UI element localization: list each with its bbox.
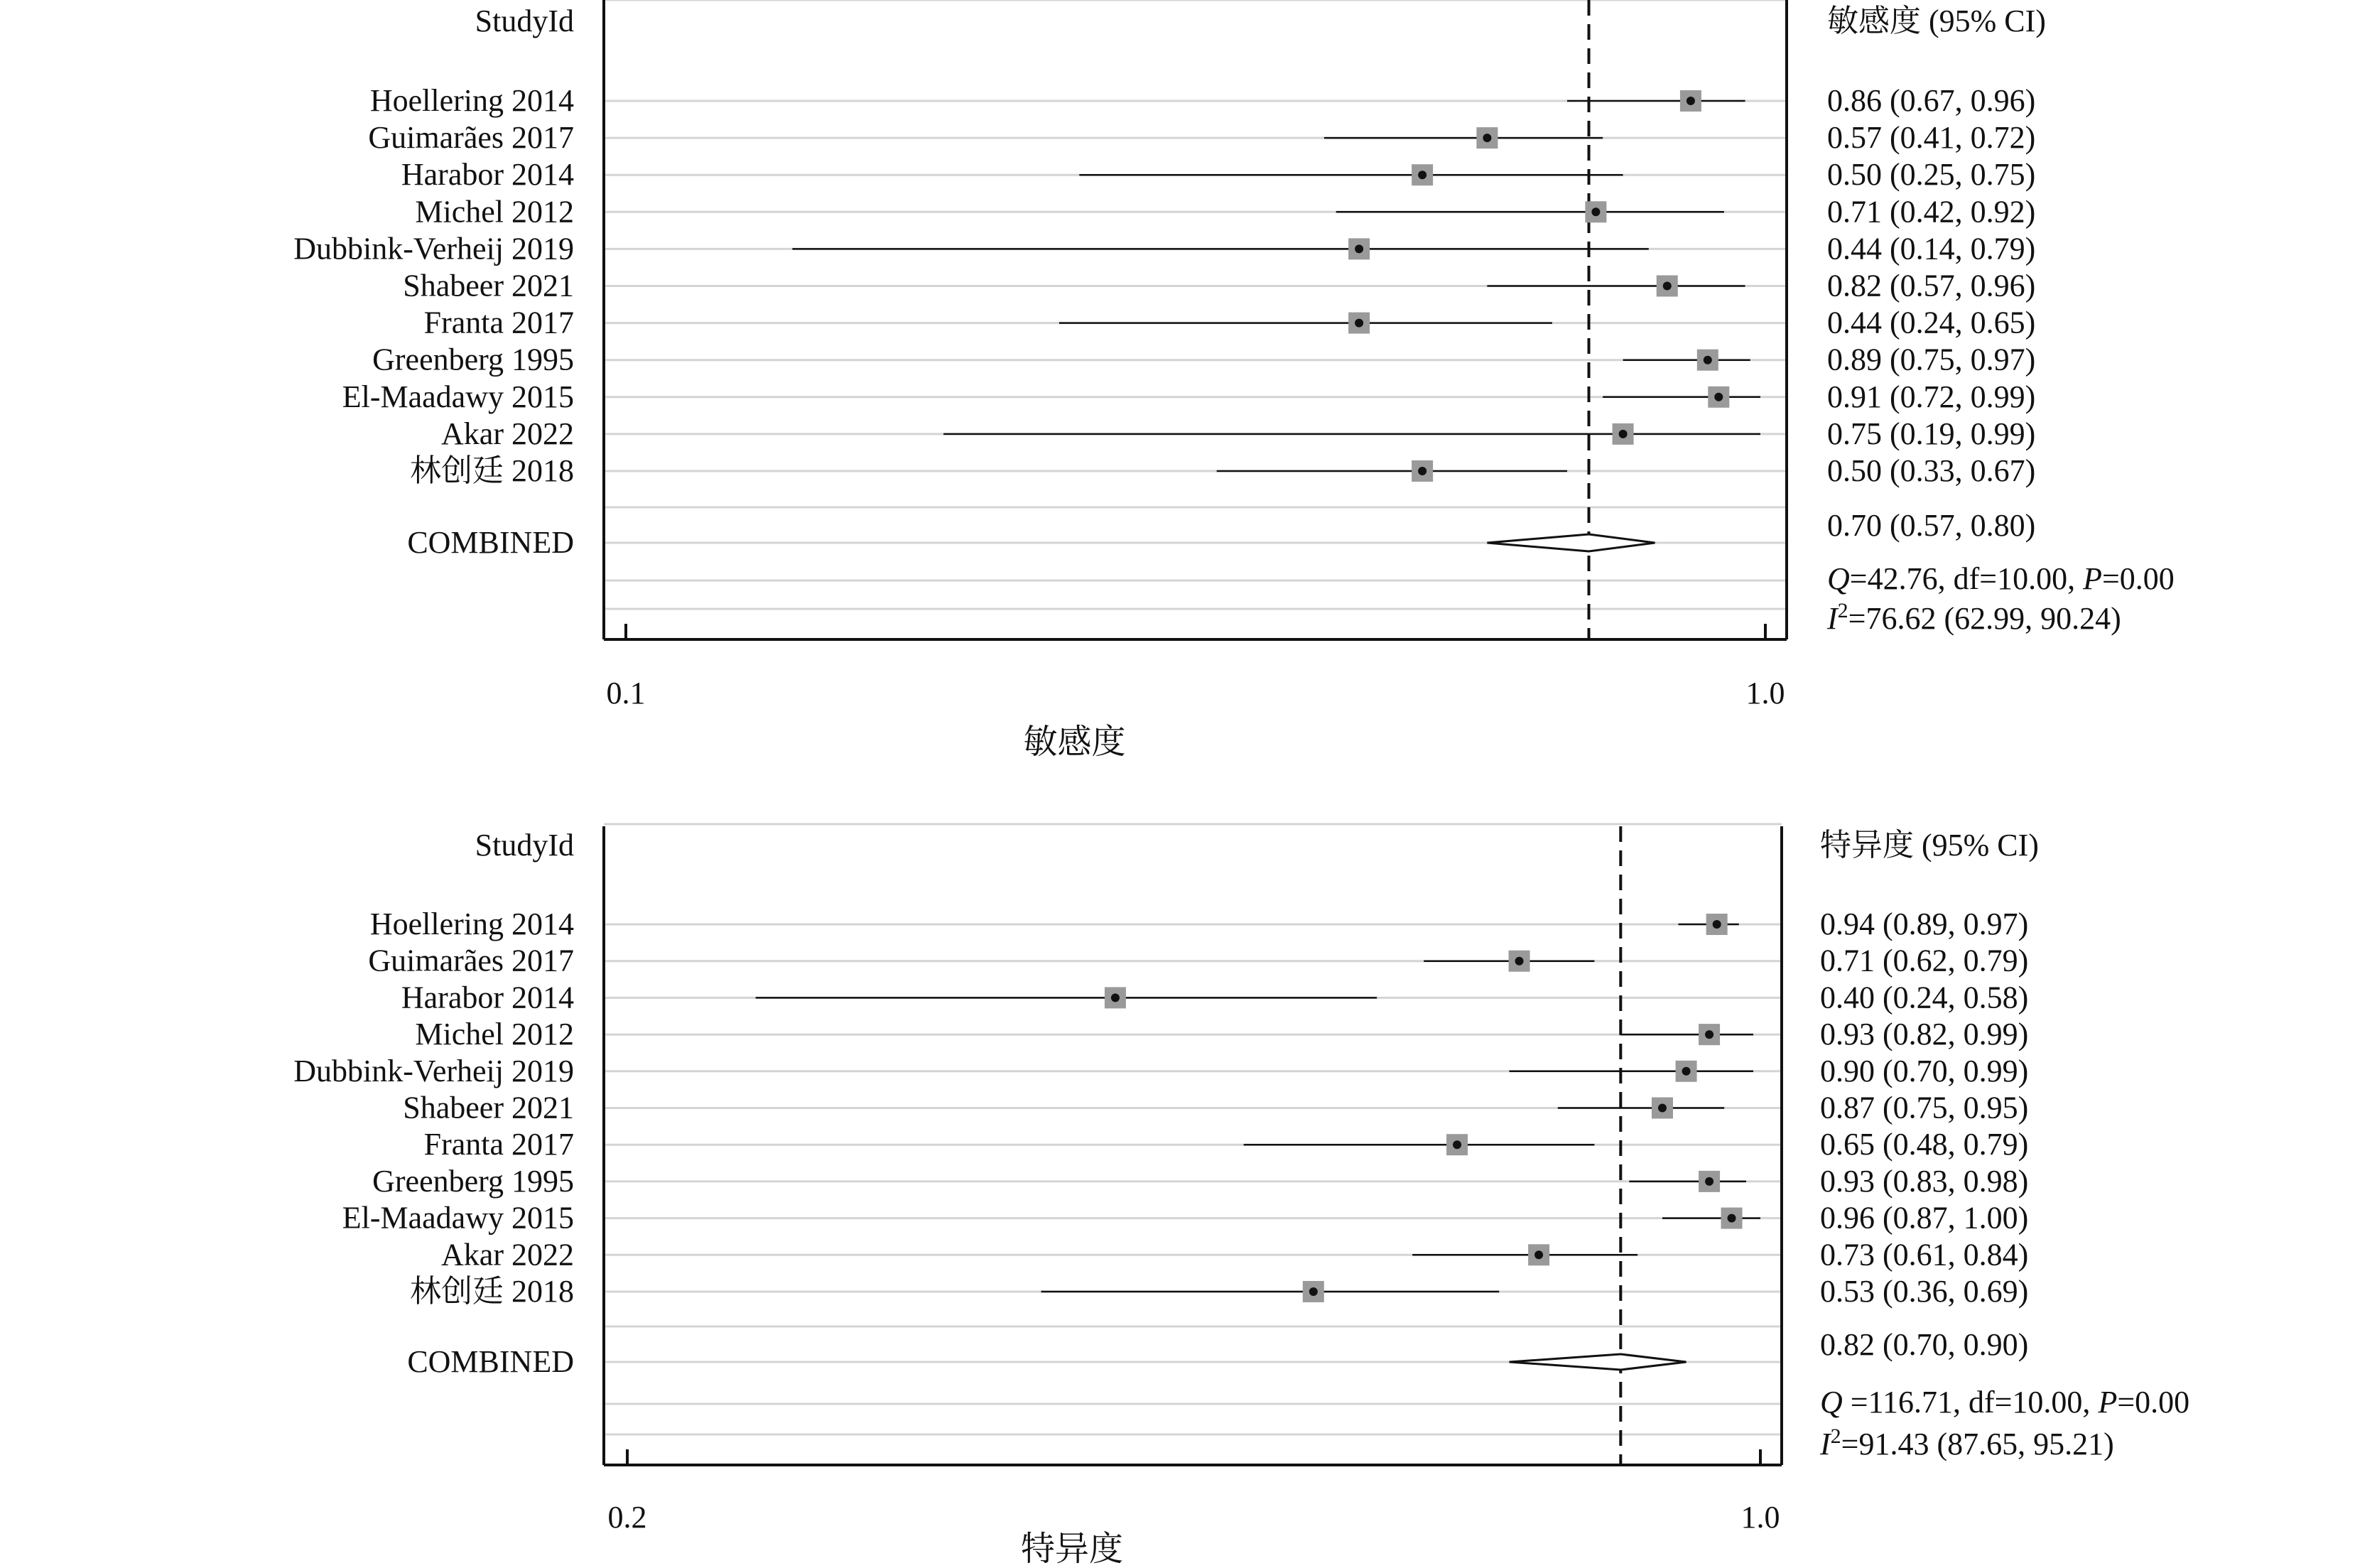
study-point-estimate: [1686, 97, 1695, 105]
heterogeneity-i2-stat: $I^2=76.62$ (62.99, 90.24): [1827, 599, 2121, 636]
study-name: 林创廷 2018: [410, 453, 574, 488]
combined-label: COMBINED: [407, 525, 574, 560]
study-estimate-label: 0.93 (0.83, 0.98): [1820, 1163, 2029, 1199]
study-point-estimate: [1704, 356, 1712, 364]
study-estimate-label: 0.91 (0.72, 0.99): [1827, 379, 2036, 414]
study-point-estimate: [1418, 171, 1426, 179]
study-name: 林创廷 2018: [410, 1274, 574, 1309]
x-tick-label: 1.0: [1745, 676, 1785, 710]
study-estimate-label: 0.53 (0.36, 0.69): [1820, 1274, 2029, 1309]
study-column-header: StudyId: [475, 4, 574, 38]
specificity-forest-panel: [293, 824, 2189, 1568]
study-estimate-label: 0.57 (0.41, 0.72): [1827, 120, 2036, 156]
study-point-estimate: [1658, 1104, 1667, 1113]
study-name: Michel 2012: [415, 194, 574, 229]
study-name: Dubbink-Verheij 2019: [293, 231, 574, 266]
study-estimate-label: 0.87 (0.75, 0.95): [1820, 1090, 2029, 1125]
study-point-estimate: [1355, 319, 1363, 328]
study-point-estimate: [1515, 957, 1524, 966]
study-estimate-label: 0.44 (0.14, 0.79): [1827, 231, 2036, 266]
heterogeneity-q-stat: Q =116.71, df=10.00, P=0.00: [1820, 1385, 2190, 1420]
study-estimate-label: 0.50 (0.25, 0.75): [1827, 157, 2036, 193]
combined-diamond: [1510, 1354, 1686, 1370]
study-estimate-label: 0.94 (0.89, 0.97): [1820, 907, 2029, 941]
study-point-estimate: [1483, 134, 1491, 142]
study-name: El-Maadawy 2015: [342, 1200, 574, 1236]
study-estimate-label: 0.75 (0.19, 0.99): [1827, 416, 2036, 451]
study-point-estimate: [1534, 1250, 1543, 1259]
study-estimate-label: 0.71 (0.62, 0.79): [1820, 943, 2029, 978]
ci-column-header: 特异度 (95% CI): [1820, 828, 2039, 863]
study-estimate-label: 0.89 (0.75, 0.97): [1827, 342, 2036, 377]
study-point-estimate: [1453, 1140, 1461, 1149]
study-name: Franta 2017: [423, 305, 574, 340]
study-name: Guimarães 2017: [368, 943, 574, 978]
study-point-estimate: [1591, 207, 1600, 216]
study-estimate-label: 0.44 (0.24, 0.65): [1827, 305, 2036, 340]
study-estimate-label: 0.86 (0.67, 0.96): [1827, 83, 2036, 118]
study-name: Michel 2012: [415, 1017, 574, 1052]
study-name: Shabeer 2021: [403, 1090, 574, 1125]
study-estimate-label: 0.90 (0.70, 0.99): [1820, 1053, 2029, 1088]
x-tick-label: 0.2: [607, 1500, 647, 1535]
study-point-estimate: [1728, 1214, 1736, 1223]
study-name: Dubbink-Verheij 2019: [293, 1053, 574, 1088]
study-estimate-label: 0.50 (0.33, 0.67): [1827, 453, 2036, 488]
study-point-estimate: [1713, 920, 1721, 929]
study-estimate-label: 0.82 (0.57, 0.96): [1827, 268, 2036, 303]
study-name: Akar 2022: [441, 1237, 574, 1272]
study-name: Greenberg 1995: [372, 1163, 574, 1199]
study-estimate-label: 0.93 (0.82, 0.99): [1820, 1017, 2029, 1052]
study-point-estimate: [1705, 1030, 1713, 1039]
study-estimate-label: 0.65 (0.48, 0.79): [1820, 1127, 2029, 1162]
x-tick-label: 1.0: [1740, 1500, 1780, 1535]
study-estimate-label: 0.40 (0.24, 0.58): [1820, 980, 2029, 1015]
combined-estimate-label: 0.70 (0.57, 0.80): [1827, 508, 2036, 543]
study-point-estimate: [1111, 993, 1120, 1002]
study-estimate-label: 0.71 (0.42, 0.92): [1827, 194, 2036, 229]
study-name: Shabeer 2021: [403, 268, 574, 303]
x-axis-label: 敏感度: [1023, 723, 1126, 761]
study-point-estimate: [1619, 430, 1628, 438]
study-point-estimate: [1355, 244, 1363, 253]
study-name: El-Maadawy 2015: [342, 379, 574, 414]
combined-label: COMBINED: [407, 1344, 574, 1379]
study-name: Franta 2017: [423, 1127, 574, 1162]
study-point-estimate: [1418, 467, 1426, 475]
combined-diamond: [1487, 534, 1655, 551]
study-name: Harabor 2014: [401, 157, 574, 193]
study-estimate-label: 0.73 (0.61, 0.84): [1820, 1237, 2029, 1272]
heterogeneity-q-stat: Q=42.76, df=10.00, P=0.00: [1827, 561, 2175, 596]
ci-column-header: 敏感度 (95% CI): [1827, 4, 2046, 38]
study-column-header: StudyId: [475, 828, 574, 863]
study-name: Guimarães 2017: [368, 120, 574, 156]
study-name: Hoellering 2014: [369, 907, 574, 941]
heterogeneity-i2-stat: $I^2=91.43$ (87.65, 95.21): [1820, 1424, 2114, 1461]
study-point-estimate: [1682, 1067, 1691, 1076]
study-point-estimate: [1309, 1287, 1318, 1296]
study-name: Akar 2022: [441, 416, 574, 451]
x-tick-label: 0.1: [606, 676, 646, 710]
combined-estimate-label: 0.82 (0.70, 0.90): [1820, 1327, 2029, 1362]
study-name: Hoellering 2014: [369, 83, 574, 118]
study-point-estimate: [1705, 1177, 1713, 1186]
study-estimate-label: 0.96 (0.87, 1.00): [1820, 1200, 2029, 1236]
study-name: Greenberg 1995: [372, 342, 574, 377]
study-point-estimate: [1714, 393, 1723, 401]
sensitivity-forest-panel: [293, 0, 2175, 761]
x-axis-label: 特异度: [1020, 1530, 1124, 1568]
study-point-estimate: [1663, 282, 1672, 291]
study-name: Harabor 2014: [401, 980, 574, 1015]
